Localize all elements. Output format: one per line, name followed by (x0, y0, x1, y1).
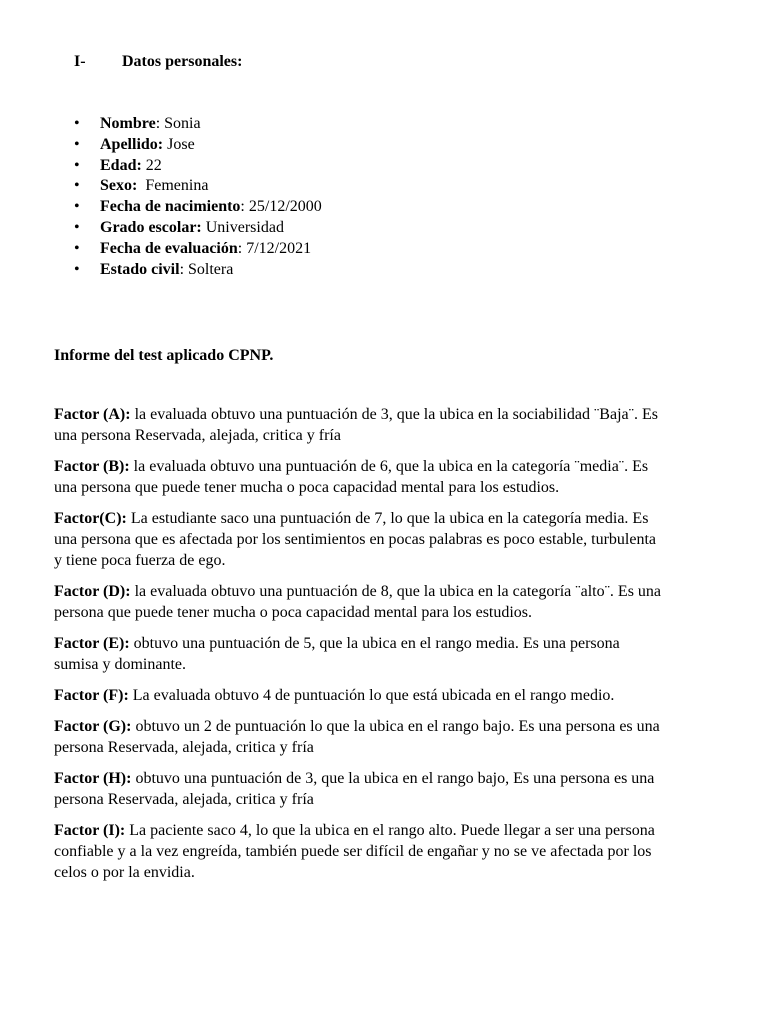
bullet: • (74, 198, 80, 216)
section-title: Datos personales: (122, 53, 243, 70)
bullet: • (74, 135, 80, 153)
factor-paragraph (54, 508, 664, 571)
list-item (74, 218, 322, 239)
report-title: Informe del test aplicado CPNP. (54, 347, 274, 364)
factor-paragraph (54, 685, 664, 706)
factor-text: la evaluada obtuvo una puntuación de 3, que la ubica en la sociabilidad ¨Baja¨. Es una persona Reservada, alejada, critica y fría (54, 406, 658, 444)
factor-paragraph (54, 633, 664, 675)
list-item (74, 197, 322, 218)
field-separator: : (179, 260, 189, 278)
factor-label: Factor (D): (54, 583, 131, 600)
bullet: • (74, 156, 80, 174)
factor-label: Factor (F): (54, 687, 129, 704)
factor-text: obtuvo un 2 de puntuación lo que la ubica en el rango bajo. Es una persona es una persona Reservada, alejada, critica y fría (54, 718, 660, 756)
factor-paragraph (54, 404, 664, 446)
factor-label: Factor (A): (54, 406, 131, 423)
field-label: Edad: (100, 156, 142, 174)
factor-paragraph (54, 768, 664, 810)
field-label: Sexo: (100, 177, 138, 195)
field-label: Apellido: (100, 135, 164, 153)
bullet: • (74, 260, 80, 278)
bullet: • (74, 177, 80, 195)
field-value: Universidad (205, 218, 284, 236)
factor-text: la evaluada obtuvo una puntuación de 6, que la ubica en la categoría ¨media¨. Es una persona que puede tener mucha o poca capacidad mental para los estudios. (54, 458, 649, 496)
section-heading (74, 52, 242, 72)
list-item (74, 156, 322, 177)
list-item (74, 135, 322, 156)
section-number: I- (74, 53, 86, 70)
field-value: Jose (167, 135, 195, 153)
field-value: 7/12/2021 (246, 239, 312, 257)
factor-label: Factor (H): (54, 770, 132, 787)
field-value: 22 (145, 156, 162, 174)
factor-text: La evaluada obtuvo 4 de puntuación lo que está ubicada en el rango medio. (128, 687, 615, 704)
field-value: 25/12/2000 (248, 198, 322, 216)
field-separator: : (240, 198, 249, 216)
bullet: • (74, 239, 80, 257)
factor-label: Factor (B): (54, 458, 130, 475)
factor-paragraph (54, 581, 664, 623)
list-item (74, 114, 322, 135)
field-label: Fecha de nacimiento (100, 198, 241, 216)
factor-paragraph (54, 820, 664, 883)
factor-label: Factor (G): (54, 718, 132, 735)
factor-text: La paciente saco 4, lo que la ubica en el rango alto. Puede llegar a ser una persona confiable y a la vez engreída, también puede ser difícil de engañar y no se ve afectada por los celos o por la envidia. (54, 822, 655, 881)
bullet: • (74, 218, 80, 236)
field-value: Sonia (164, 115, 201, 132)
factor-label: Factor (E): (54, 635, 130, 652)
factor-label: Factor(C): (54, 510, 127, 527)
field-value: Soltera (188, 260, 234, 278)
factor-text: obtuvo una puntuación de 3, que la ubica en el rango bajo, Es una persona es una persona Reservada, alejada, critica y fría (54, 770, 655, 808)
field-label: Nombre (100, 115, 156, 132)
field-label: Grado escolar: (100, 218, 202, 236)
factor-paragraph (54, 716, 664, 758)
list-item (74, 260, 322, 281)
factor-text: la evaluada obtuvo una puntuación de 8, que la ubica en la categoría ¨alto¨. Es una persona que puede tener mucha o poca capacidad mental para los estudios. (54, 583, 662, 621)
factor-text: obtuvo una puntuación de 5, que la ubica en el rango media. Es una persona sumisa y dominante. (54, 635, 620, 673)
field-separator: : (237, 239, 247, 257)
list-item (74, 176, 322, 197)
field-separator: : (155, 115, 165, 132)
factor-paragraph (54, 456, 664, 498)
list-item (74, 239, 322, 260)
factor-label: Factor (I): (54, 822, 126, 839)
field-value: Femenina (145, 177, 209, 195)
factor-list (54, 404, 664, 893)
field-label: Fecha de evaluación (100, 239, 238, 257)
field-label: Estado civil (100, 260, 180, 278)
personal-data-list (74, 114, 322, 280)
factor-text: La estudiante saco una puntuación de 7, lo que la ubica en la categoría media. Es una persona que es afectada por los sentimientos en pocas palabras es poco estable, turbulenta y tiene poca fuerza de ego. (54, 510, 657, 569)
bullet: • (74, 115, 80, 132)
